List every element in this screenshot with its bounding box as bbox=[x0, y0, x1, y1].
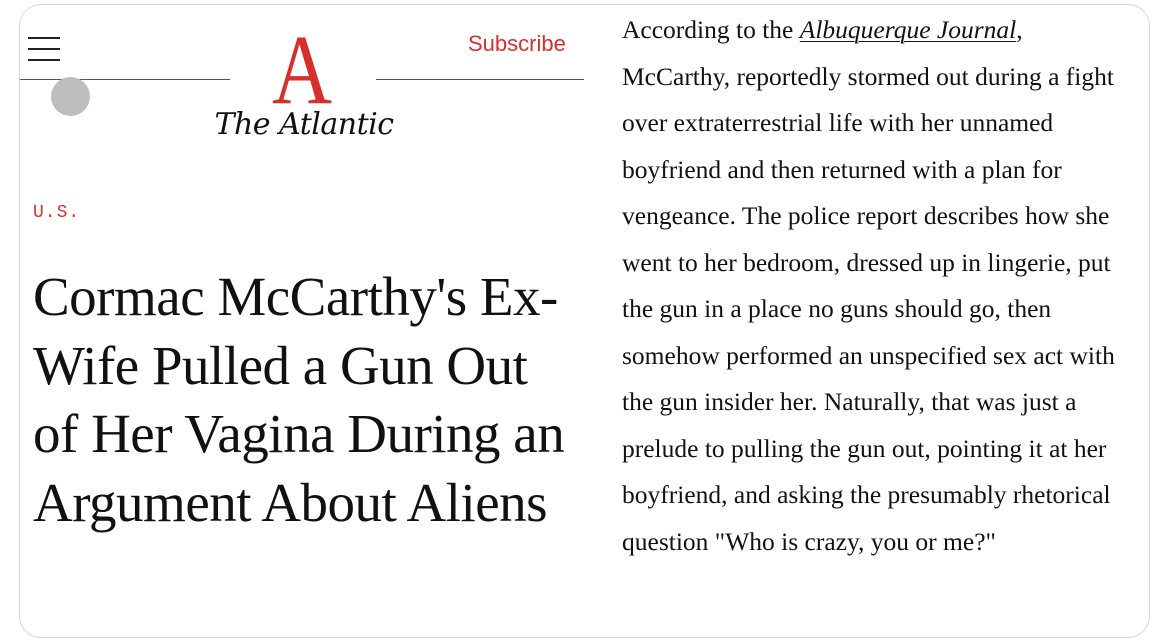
section-label[interactable]: U.S. bbox=[33, 203, 81, 223]
article-excerpt bbox=[622, 7, 1122, 565]
article-excerpt-panel bbox=[585, 5, 1150, 637]
source-link[interactable]: Albuquerque Journal bbox=[799, 15, 1017, 44]
atlantic-logo-mark[interactable] bbox=[262, 23, 342, 107]
logo-letter: A bbox=[272, 23, 332, 107]
screenshot-card[interactable] bbox=[19, 4, 1150, 638]
article-headline: Cormac McCarthy's Ex-Wife Pulled a Gun Out of Her Vagina During an Argument About Aliens bbox=[33, 266, 565, 533]
hamburger-menu-icon[interactable] bbox=[28, 37, 60, 65]
excerpt-lead-in: According to the bbox=[622, 15, 800, 44]
header-rule-right bbox=[376, 79, 584, 80]
logo-wordmark[interactable]: The Atlantic bbox=[214, 107, 394, 142]
header-rule-left bbox=[20, 79, 230, 80]
touch-indicator bbox=[51, 77, 90, 116]
excerpt-body: , McCarthy, reportedly stormed out during a fight over extraterrestrial life with her unnamed boyfriend and then returned with a plan for vengeance. The police report describes how she went to her bedroom, dressed up in lingerie, put the gun in a place no guns should go, then somehow performed an unspecified sex act with the gun insider her. Naturally, that was just a prelude to pulling the gun out, pointing it at her boyfriend, and asking the presumably rhetorical question "Who is crazy, you or me?" bbox=[622, 15, 1115, 556]
subscribe-link[interactable]: Subscribe bbox=[468, 31, 566, 56]
article-header-panel bbox=[20, 5, 585, 637]
